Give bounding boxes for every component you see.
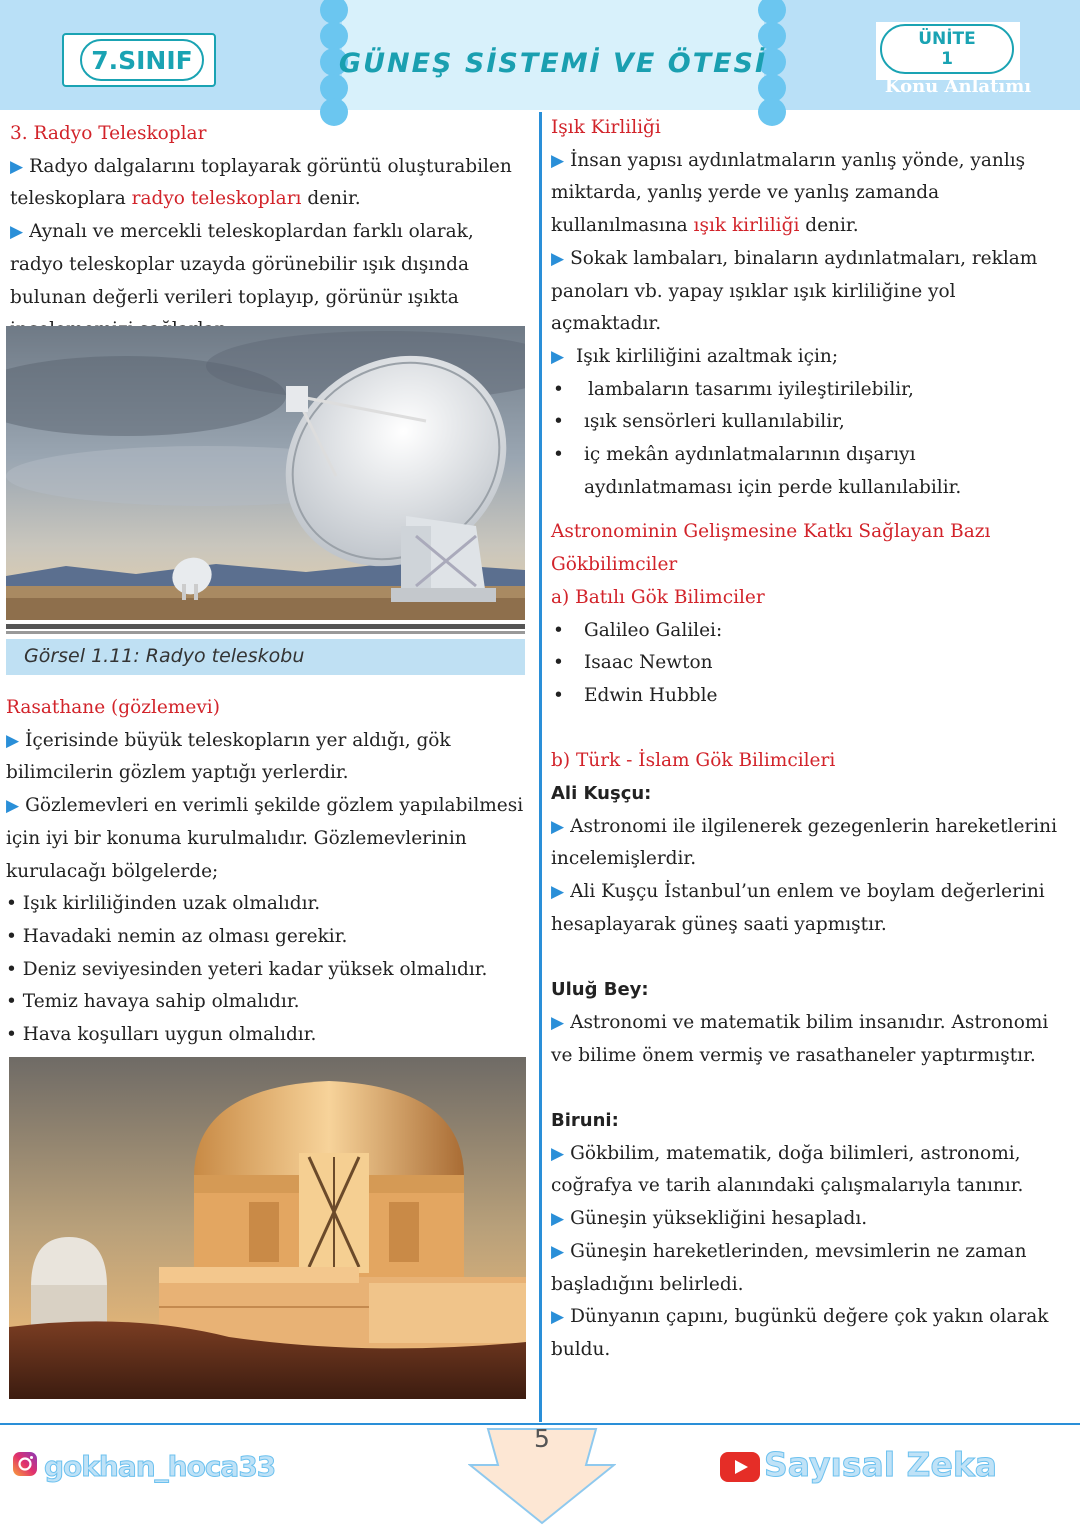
unit-subtitle: Konu Anlatımı — [884, 76, 1032, 97]
list-item: • ışık sensörleri kullanılabilir, — [551, 406, 1067, 439]
title-banner — [290, 0, 816, 110]
observatory-section — [6, 692, 530, 1052]
list-item: • Temiz havaya sahip olmalıdır. — [6, 991, 300, 1013]
radio-heading: 3. Radyo Teleskoplar — [10, 123, 207, 144]
grade-label: 7.SINIF — [80, 39, 204, 81]
radio-paragraph-2: ▶ Aynalı ve mercekli teleskoplardan farklı olarak, radyo teleskoplar uzayda görünebilir ışık dışında bulunan değerli verileri toplayıp, görünür ışıkta — [10, 221, 474, 308]
triangle-bullet-icon: ▶ — [551, 1012, 565, 1033]
ali-paragraph-1: ▶ Astronomi ile ilgilenerek gezegenlerin hareketlerini incelemişlerdir. — [551, 815, 1058, 870]
biruni-paragraph-3: ▶ Güneşin hareketlerinden, mevsimlerin ne zaman başladığını belirledi. — [551, 1240, 1027, 1295]
ali-paragraph-2: ▶ Ali Kuşçu İstanbul’un enlem ve boylam değerlerini hesaplayarak güneş saati yapmıştır. — [551, 881, 1045, 935]
unit-label: ÜNİTE — [918, 29, 976, 49]
triangle-bullet-icon: ▶ — [10, 156, 24, 177]
light-pollution-heading: Işık Kirliliği — [551, 117, 661, 138]
biruni-paragraph-4: ▶ Dünyanın çapını, bugünkü değere çok yakın olarak buldu. — [551, 1306, 1049, 1360]
western-heading: a) Batılı Gök Bilimciler — [551, 586, 765, 608]
youtube-channel[interactable]: Sayısal Zeka — [764, 1445, 998, 1484]
triangle-bullet-icon: ▶ — [551, 1307, 565, 1328]
triangle-bullet-icon: ▶ — [551, 1241, 565, 1262]
biruni-name: Biruni: — [551, 1110, 619, 1132]
page-number: 5 — [534, 1424, 550, 1453]
light-paragraph-3: ▶ Işık kirliliğini azaltmak için; — [551, 345, 839, 367]
triangle-bullet-icon: ▶ — [551, 882, 565, 903]
ulug-paragraph-1: ▶ Astronomi ve matematik bilim insanıdır. Astronomi ve bilime önem vermiş ve rasathaneler yaptırmıştır. — [551, 1011, 1049, 1066]
astronomers-heading: Astronominin Gelişmesine Katkı Sağlayan Bazı Gökbilimciler — [551, 521, 991, 576]
caption-rule — [6, 624, 525, 636]
radio-telescope-image — [6, 326, 525, 620]
light-paragraph-1: ▶ İnsan yapısı aydınlatmaların yanlış yönde, yanlış miktarda, yanlış yerde ve yanlış zamanda kullanılmasına ışık kirliliği denir. — [551, 149, 1026, 237]
observatory-paragraph-1: ▶ İçerisinde büyük teleskopların yer aldığı, gök bilimcilerin gözlem yaptığı yerlerdir. — [6, 729, 451, 784]
triangle-bullet-icon: ▶ — [551, 150, 565, 171]
list-item: • Galileo Galilei: — [551, 615, 1067, 648]
radio-paragraph-1: ▶ Radyo dalgalarını toplayarak görüntü oluşturabilen teleskoplara radyo teleskopları denir. — [10, 155, 512, 210]
triangle-bullet-icon: ▶ — [551, 1209, 565, 1230]
list-item: • Edwin Hubble — [551, 680, 1067, 713]
turkish-heading: b) Türk - İslam Gök Bilimcileri — [551, 750, 836, 772]
triangle-bullet-icon: ▶ — [551, 816, 565, 837]
triangle-bullet-icon: ▶ — [551, 346, 565, 367]
list-item: • Isaac Newton — [551, 647, 1067, 680]
triangle-bullet-icon: ▶ — [10, 222, 24, 243]
unit-number: 1 — [941, 49, 953, 69]
list-item: • Hava koşulları uygun olmalıdır. — [6, 1024, 317, 1046]
observatory-paragraph-2: ▶ Gözlemevleri en verimli şekilde gözlem yapılabilmesi için iyi bir konuma kurulmalıdır. Gözlemevlerinin kurulacağı bölgelerde; — [6, 795, 524, 882]
biruni-paragraph-1: ▶ Gökbilim, matematik, doğa bilimleri, astronomi, coğrafya ve tarih alanındaki çalışmalarıyla tanınır. — [551, 1142, 1024, 1197]
right-column — [551, 112, 1067, 1367]
list-item: • lambaların tasarımı iyileştirilebilir, — [551, 374, 1067, 407]
unit-badge — [876, 22, 1020, 80]
list-item: • Işık kirliliğinden uzak olmalıdır. — [6, 893, 321, 915]
observatory-heading: Rasathane (gözlemevi) — [6, 697, 220, 718]
youtube-icon[interactable] — [720, 1452, 760, 1482]
biruni-paragraph-2: ▶ Güneşin yüksekliğini hesapladı. — [551, 1208, 868, 1230]
instagram-icon[interactable] — [12, 1451, 38, 1477]
triangle-bullet-icon: ▶ — [551, 1143, 565, 1164]
ali-kuscu-name: Ali Kuşçu: — [551, 783, 652, 805]
observatory-image — [9, 1057, 526, 1399]
light-paragraph-2: ▶ Sokak lambaları, binaların aydınlatmaları, reklam panoları vb. yapay ışıklar ışık kirliliğine yol açmaktadır. — [551, 247, 1038, 335]
list-item: • Deniz seviyesinden yeteri kadar yüksek olmalıdır. — [6, 958, 488, 980]
instagram-handle[interactable]: gokhan_hoca33 — [44, 1450, 276, 1483]
triangle-bullet-icon: ▶ — [551, 248, 565, 269]
page-title: GÜNEŞ SİSTEMİ VE ÖTESİ — [338, 48, 768, 79]
ulug-bey-name: Uluğ Bey: — [551, 979, 649, 1001]
column-divider — [539, 112, 542, 1422]
grade-badge — [62, 33, 216, 87]
triangle-bullet-icon: ▶ — [6, 730, 20, 751]
triangle-bullet-icon: ▶ — [6, 796, 20, 817]
list-item: • iç mekân aydınlatmalarının dışarıyı aydınlatmaması için perde kullanılabilir. — [551, 439, 1067, 504]
list-item: • Havadaki nemin az olması gerekir. — [6, 925, 348, 947]
page-header — [0, 0, 1080, 110]
image-caption: Görsel 1.11: Radyo teleskobu — [6, 639, 525, 675]
radio-telescope-section — [10, 118, 530, 347]
